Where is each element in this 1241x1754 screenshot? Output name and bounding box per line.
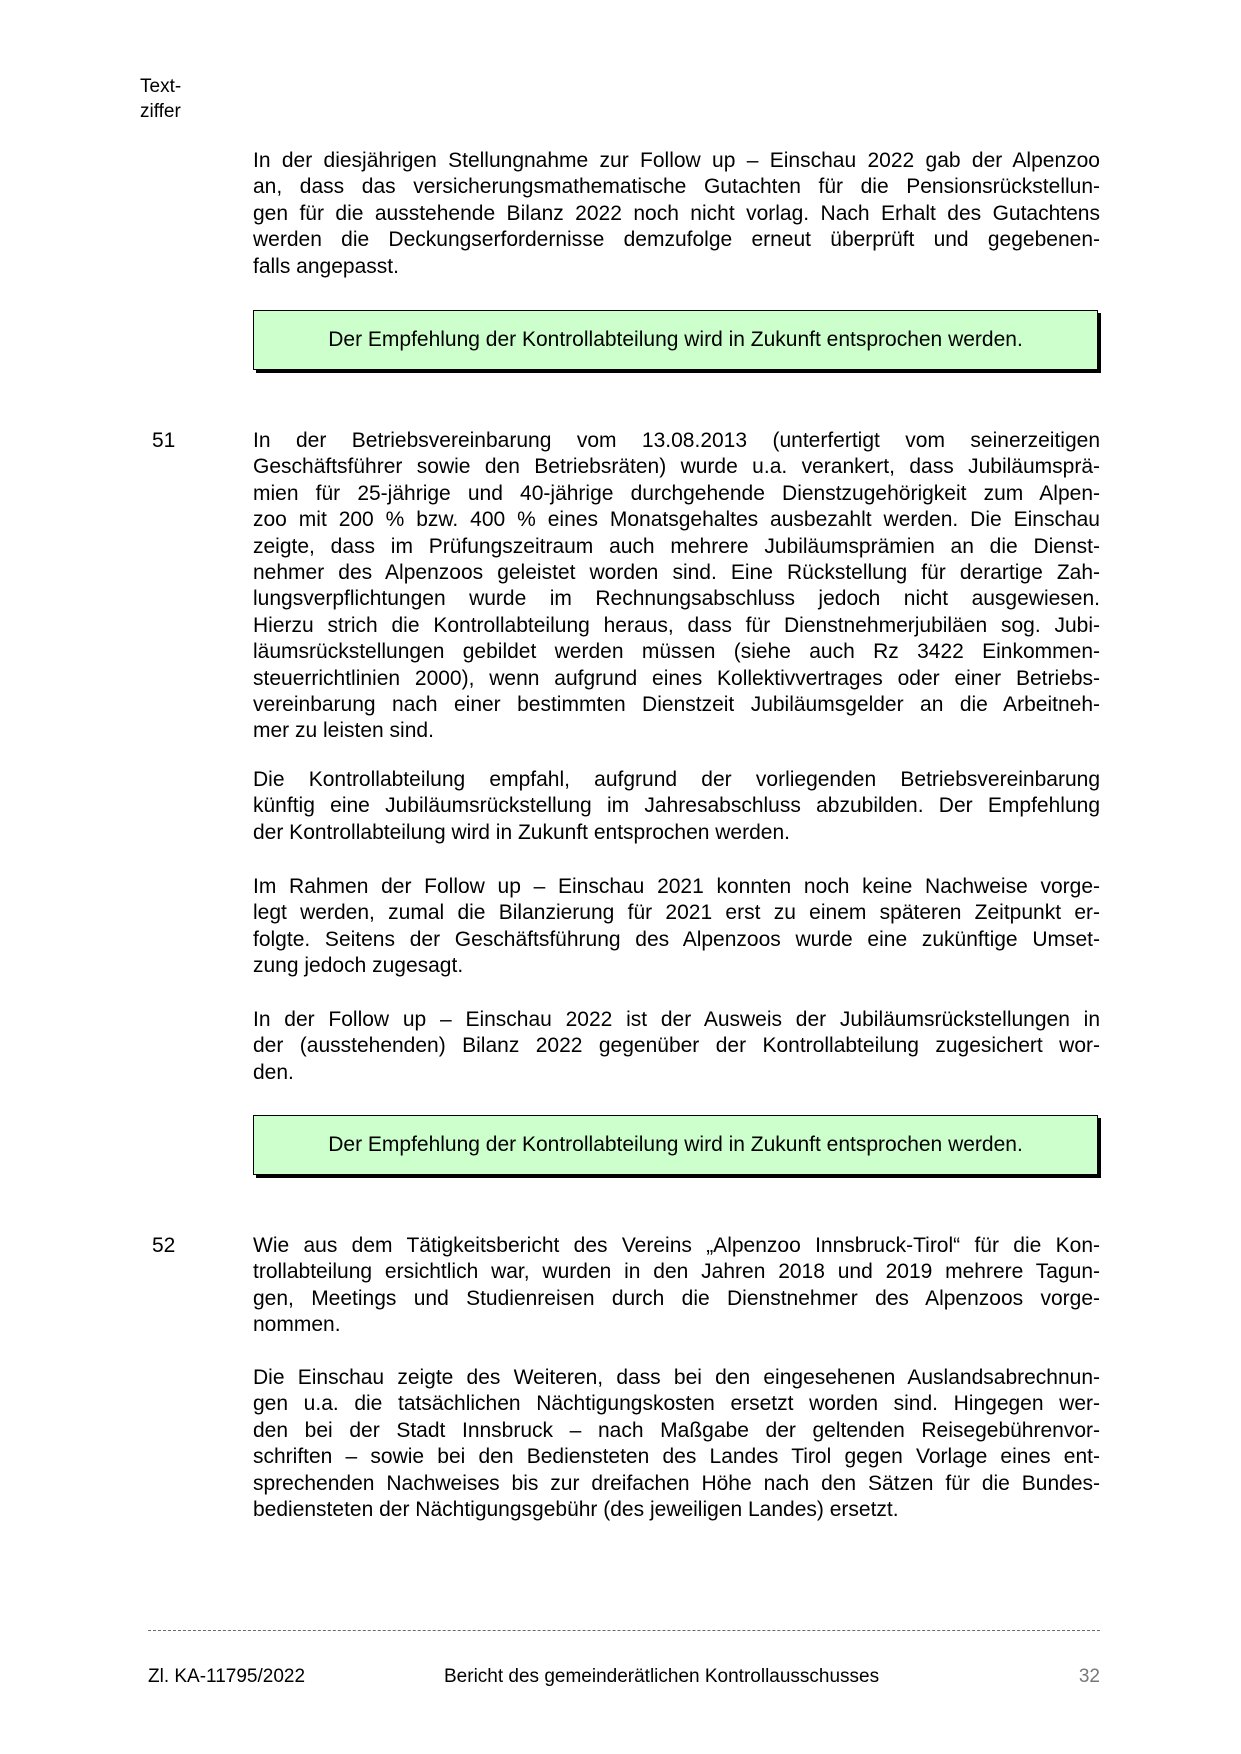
tz51-paragraph-1: [253, 428, 1100, 745]
intro-paragraph: [253, 148, 1100, 280]
text-line: den.: [253, 1060, 294, 1084]
textziffer-52-number: 52: [152, 1234, 176, 1257]
text-line: an, dass das versicherungsmathematische Gutachten für die Pensionsrückstellun-: [253, 175, 1100, 199]
text-line: lungsverpflichtungen wurde im Rechnungsabschluss jedoch nicht ausgewiesen.: [253, 587, 1100, 611]
text-line: nehmer des Alpenzoos geleistet worden sind. Eine Rückstellung für derartige Zah-: [253, 561, 1100, 585]
text-line: In der Betriebsvereinbarung vom 13.08.2013 (unterfertigt vom seinerzeitigen: [253, 429, 1100, 452]
text-line: gen, Meetings und Studienreisen durch die Dienstnehmer des Alpenzoos vorge-: [253, 1286, 1100, 1310]
text-line: mer zu leisten sind.: [253, 719, 434, 743]
text-line: läumsrückstellungen gebildet werden müssen (siehe auch Rz 3422 Einkommen-: [253, 640, 1100, 664]
text-line: bediensteten der Nächtigungsgebühr (des jeweiligen Landes) ersetzt.: [253, 1498, 899, 1522]
text-line: schriften – sowie bei den Bediensteten des Landes Tirol gegen Vorlage eines ent-: [253, 1445, 1100, 1469]
tz52-paragraph-1: [253, 1233, 1100, 1339]
tz51-paragraph-3: [253, 874, 1100, 980]
text-line: der (ausstehenden) Bilanz 2022 gegenüber der Kontrollabteilung zugesichert wor-: [253, 1034, 1100, 1058]
text-line: werden die Deckungserfordernisse demzufolge erneut überprüft und gegebenen-: [253, 228, 1100, 252]
text-line: sprechenden Nachweises bis zur dreifachen Höhe nach den Sätzen für die Bundes-: [253, 1471, 1100, 1495]
margin-label-line-2: ziffer: [140, 101, 181, 122]
text-line: zung jedoch zugesagt.: [253, 954, 464, 978]
text-line: gen für die ausstehende Bilanz 2022 noch nicht vorlag. Nach Erhalt des Gutachtens: [253, 201, 1100, 225]
text-line: steuerrichtlinien 2000), wenn aufgrund eines Kollektivvertrages oder einer Betriebs-: [253, 666, 1100, 690]
tz51-paragraph-4: [253, 1007, 1100, 1086]
text-line: Die Kontrollabteilung empfahl, aufgrund der vorliegenden Betriebsvereinbarung: [253, 768, 1100, 791]
text-line: vereinbarung nach einer bestimmten Dienstzeit Jubiläumsgelder an die Arbeitneh-: [253, 693, 1100, 717]
text-line: gen u.a. die tatsächlichen Nächtigungskosten ersetzt worden sind. Hingegen wer-: [253, 1392, 1100, 1416]
margin-label-line-1: Text-: [140, 76, 182, 97]
footer-report-title: Bericht des gemeinderätlichen Kontrollausschusses: [444, 1666, 880, 1687]
tz52-paragraph-2: [253, 1365, 1100, 1523]
recommendation-box-1: [253, 310, 1098, 370]
text-line: trollabteilung ersichtlich war, wurden in den Jahren 2018 und 2019 mehrere Tagun-: [253, 1260, 1100, 1284]
text-line: künftig eine Jubiläumsrückstellung im Jahresabschluss abzubilden. Der Empfehlung: [253, 794, 1100, 818]
textziffer-51-number: 51: [152, 429, 176, 452]
text-line: den bei der Stadt Innsbruck – nach Maßgabe der geltenden Reisegebührenvor-: [253, 1418, 1100, 1442]
recommendation-text-1: Der Empfehlung der Kontrollabteilung wird in Zukunft entsprochen werden.: [328, 328, 1023, 351]
recommendation-text-2: Der Empfehlung der Kontrollabteilung wird in Zukunft entsprochen werden.: [328, 1133, 1023, 1156]
text-line: In der diesjährigen Stellungnahme zur Follow up – Einschau 2022 gab der Alpenzoo: [253, 149, 1100, 172]
text-line: mien für 25-jährige und 40-jährige durchgehende Dienstzugehörigkeit zum Alpen-: [253, 481, 1100, 505]
text-line: Geschäftsführer sowie den Betriebsräten) wurde u.a. verankert, dass Jubiläumsprä-: [253, 455, 1100, 479]
margin-label-textziffer: [140, 74, 220, 124]
text-line: folgte. Seitens der Geschäftsführung des Alpenzoos wurde eine zukünftige Umset-: [253, 927, 1100, 951]
text-line: legt werden, zumal die Bilanzierung für 2021 erst zu einem späteren Zeitpunkt er-: [253, 901, 1100, 925]
page-number: 32: [1078, 1666, 1100, 1687]
text-line: der Kontrollabteilung wird in Zukunft entsprochen werden.: [253, 820, 790, 844]
text-line: zoo mit 200 % bzw. 400 % eines Monatsgehaltes ausbezahlt werden. Die Einschau: [253, 508, 1100, 532]
footer-reference: Zl. KA-11795/2022: [148, 1666, 306, 1687]
text-line: In der Follow up – Einschau 2022 ist der Ausweis der Jubiläumsrückstellungen in: [253, 1008, 1100, 1031]
tz51-paragraph-2: [253, 767, 1100, 846]
text-line: Im Rahmen der Follow up – Einschau 2021 konnten noch keine Nachweise vorge-: [253, 875, 1100, 898]
text-line: Hierzu strich die Kontrollabteilung heraus, dass für Dienstnehmerjubiläen sog. Jubi-: [253, 613, 1100, 637]
text-line: nommen.: [253, 1313, 341, 1337]
text-line: falls angepasst.: [253, 254, 399, 278]
text-line: zeigte, dass im Prüfungszeitraum auch mehrere Jubiläumsprämien an die Dienst-: [253, 534, 1100, 558]
footer-divider: [148, 1630, 1100, 1631]
text-line: Die Einschau zeigte des Weiteren, dass bei den eingesehenen Auslandsabrechnun-: [253, 1366, 1100, 1389]
recommendation-box-2: [253, 1115, 1098, 1175]
text-line: Wie aus dem Tätigkeitsbericht des Vereins „Alpenzoo Innsbruck-Tirol“ für die Kon-: [253, 1234, 1100, 1257]
